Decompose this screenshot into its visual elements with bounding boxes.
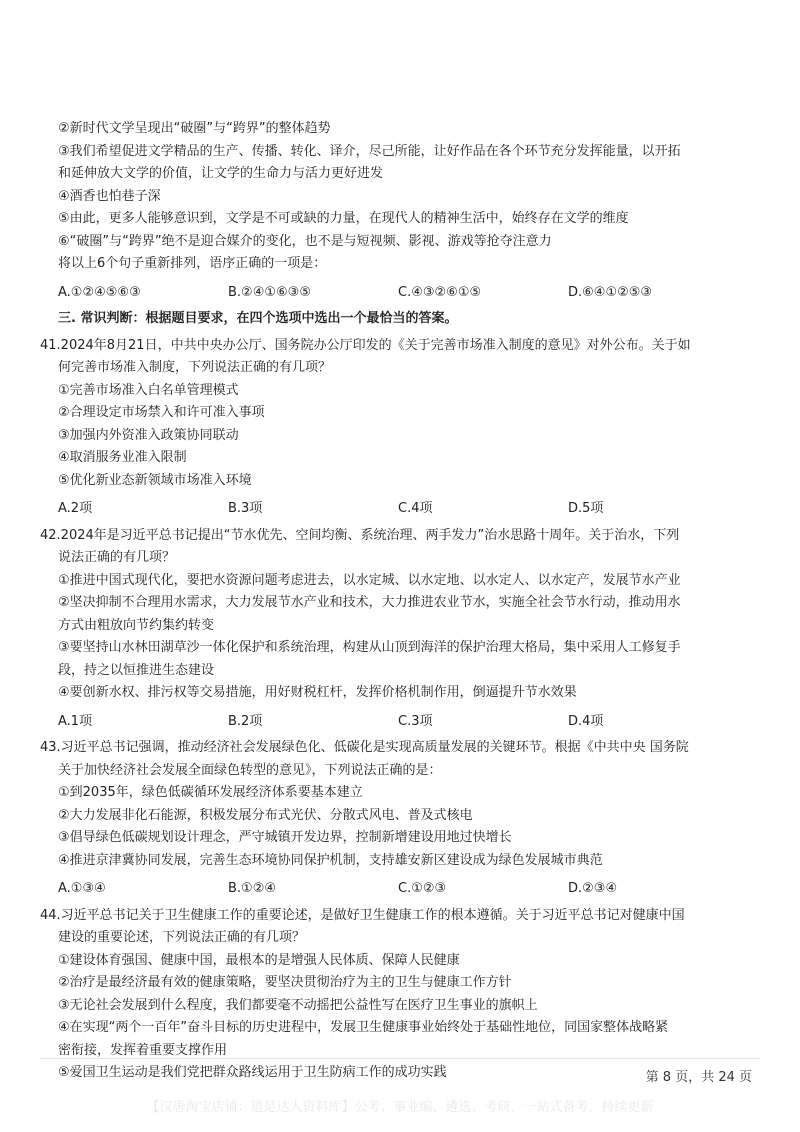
statement-item: ④取消服务业准入限制 (58, 450, 187, 465)
option-c: C.①②③ (398, 881, 447, 896)
sentence-item: 和延伸放大文学的价值，让文学的生命力与活力更好进发 (58, 166, 384, 181)
sentence-item: ②新时代文学呈现出“破圈”与“跨界”的整体趋势 (58, 121, 331, 136)
document-page (40, 118, 758, 1085)
section-title: 三. 常识判断：根据题目要求，在四个选项中选出一个最恰当的答案。 (58, 311, 458, 326)
question-stem: 建设的重要论述，下列说法正确的有几项？ (58, 930, 306, 945)
question-43 (40, 737, 758, 901)
option-a: A.2项 (58, 501, 93, 516)
statement-item: ②坚决抑制不合理用水需求，大力发展节水产业和技术，大力推进农业节水，实施全社会节水行动，推动用水 (58, 595, 681, 610)
page-number: 第 8 页，共 24 页 (645, 1070, 752, 1085)
statement-item: 方式由粗放向节约集约转变 (58, 617, 215, 633)
statement-item: ②合理设定市场禁入和许可准入事项 (58, 405, 265, 420)
question-stem: 43.习近平总书记强调，推动经济社会发展绿色化、低碳化是实现高质量发展的关键环节。根据《中共中央 国务院 (40, 740, 689, 755)
option-b: B.②④①⑥③⑤ (228, 284, 311, 300)
statement-item: ①到2035年，绿色低碳循环发展经济体系要基本建立 (58, 785, 363, 800)
statement-item: ③要坚持山水林田湖草沙一体化保护和系统治理，构建从山顶到海洋的保护治理大格局，集中采用人工修复手 (58, 640, 681, 655)
option-a: A.1项 (58, 713, 93, 729)
option-d: D.⑥④①②⑤③ (568, 284, 653, 300)
question-stem: 关于加快经济社会发展全面绿色转型的意见》，下列说法正确的是： (58, 762, 442, 778)
statement-item: ③倡导绿色低碳规划设计理念，严守城镇开发边界，控制新增建设用地过快增长 (58, 830, 512, 845)
statement-item: ④要创新水权、排污权等交易措施，用好财税杠杆，发挥价格机制作用，倒逼提升节水效果 (58, 685, 577, 700)
question-40-items (58, 118, 758, 276)
option-b: B.3项 (228, 501, 263, 516)
question-options (58, 711, 758, 734)
question-stem: 说法正确的有几项？ (58, 550, 176, 565)
option-c: C.4项 (398, 501, 433, 516)
question-options (58, 878, 758, 901)
statement-item: ⑤爱国卫生运动是我们党把群众路线运用于卫生防病工作的成功实践 (58, 1065, 447, 1080)
option-d: D.5项 (568, 501, 604, 516)
option-d: D.②③④ (568, 881, 618, 896)
option-c: C.④③②⑥①⑤ (398, 284, 482, 300)
question-42 (40, 525, 758, 734)
question-40-options (58, 282, 758, 305)
option-c: C.3项 (398, 713, 433, 729)
question-prompt: 将以上6个句子重新排列，语序正确的一项是： (58, 256, 327, 271)
statement-item: ①完善市场准入白名单管理模式 (58, 382, 239, 398)
option-b: B.①②④ (228, 881, 277, 896)
option-b: B.2项 (228, 713, 263, 729)
statement-item: ③无论社会发展到什么程度，我们都要毫不动摇把公益性写在医疗卫生事业的旗帜上 (58, 997, 538, 1013)
statement-item: ①建设体育强国、健康中国，最根本的是增强人民体质、保障人民健康 (58, 952, 460, 968)
statement-item: 段，持之以恒推进生态建设 (58, 662, 215, 678)
statement-item: ①推进中国式现代化，要把水资源问题考虑进去，以水定城、以水定地、以水定人、以水定产，发展节水产业 (58, 572, 681, 588)
question-stem: 44.习近平总书记关于卫生健康工作的重要论述，是做好卫生健康工作的根本遵循。关于习近平总书记对健康中国 (40, 907, 685, 923)
sentence-item: ⑥“破圈”与“跨界”绝不是迎合媒介的变化，也不是与短视频、影视、游戏等抢夺注意力 (58, 233, 552, 249)
statement-item: ②治疗是最经济最有效的健康策略，要坚决贯彻治疗为主的卫生与健康工作方针 (58, 975, 512, 990)
option-d: D.4项 (568, 713, 604, 729)
statement-item: ③加强内外资准入政策协同联动 (58, 427, 239, 443)
statement-item: 密衔接，发挥着重要支撑作用 (58, 1042, 228, 1058)
question-options (58, 498, 758, 521)
sentence-item: ④酒香也怕巷子深 (58, 188, 161, 204)
option-a: A.①③④ (58, 881, 106, 896)
footer-divider (40, 1058, 760, 1059)
question-stem: 42.2024年是习近平总书记提出“节水优先、空间均衡、系统治理、两手发力”治水思路十周年。关于治水，下列 (40, 527, 680, 543)
option-a: A.①②④⑤⑥③ (58, 284, 141, 300)
sentence-item: ⑤由此，更多人能够意识到，文学是不可或缺的力量，在现代人的精神生活中，始终存在文学的维度 (58, 211, 629, 226)
sentence-item: ③我们希望促进文学精品的生产、传播、转化、译介，尽己所能，让好作品在各个环节充分发挥能量，以开拓 (58, 143, 681, 159)
question-stem: 何完善市场准入制度，下列说法正确的有几项？ (58, 360, 332, 375)
statement-item: ④在实现“两个一百年”奋斗目标的历史进程中，发展卫生健康事业始终处于基础性地位，同国家整体战略紧 (58, 1020, 669, 1035)
question-stem: 41.2024年8月21日，中共中央办公厅、国务院办公厅印发的《关于完善市场准入制度的意见》对外公布。关于如 (40, 337, 691, 353)
statement-item: ⑤优化新业态新领域市场准入环境 (58, 472, 252, 488)
question-41 (40, 335, 758, 521)
statement-item: ④推进京津冀协同发展，完善生态环境协同保护机制，支持雄安新区建设成为绿色发展城市典范 (58, 852, 603, 868)
watermark-text: 【汉唐淘宝店铺：道是达人资料库】公考、事业编、遴选、考研，一站式备考，持续更新 (146, 1100, 654, 1115)
statement-item: ②大力发展非化石能源，积极发展分布式光伏、分散式风电、普及式核电 (58, 807, 473, 823)
